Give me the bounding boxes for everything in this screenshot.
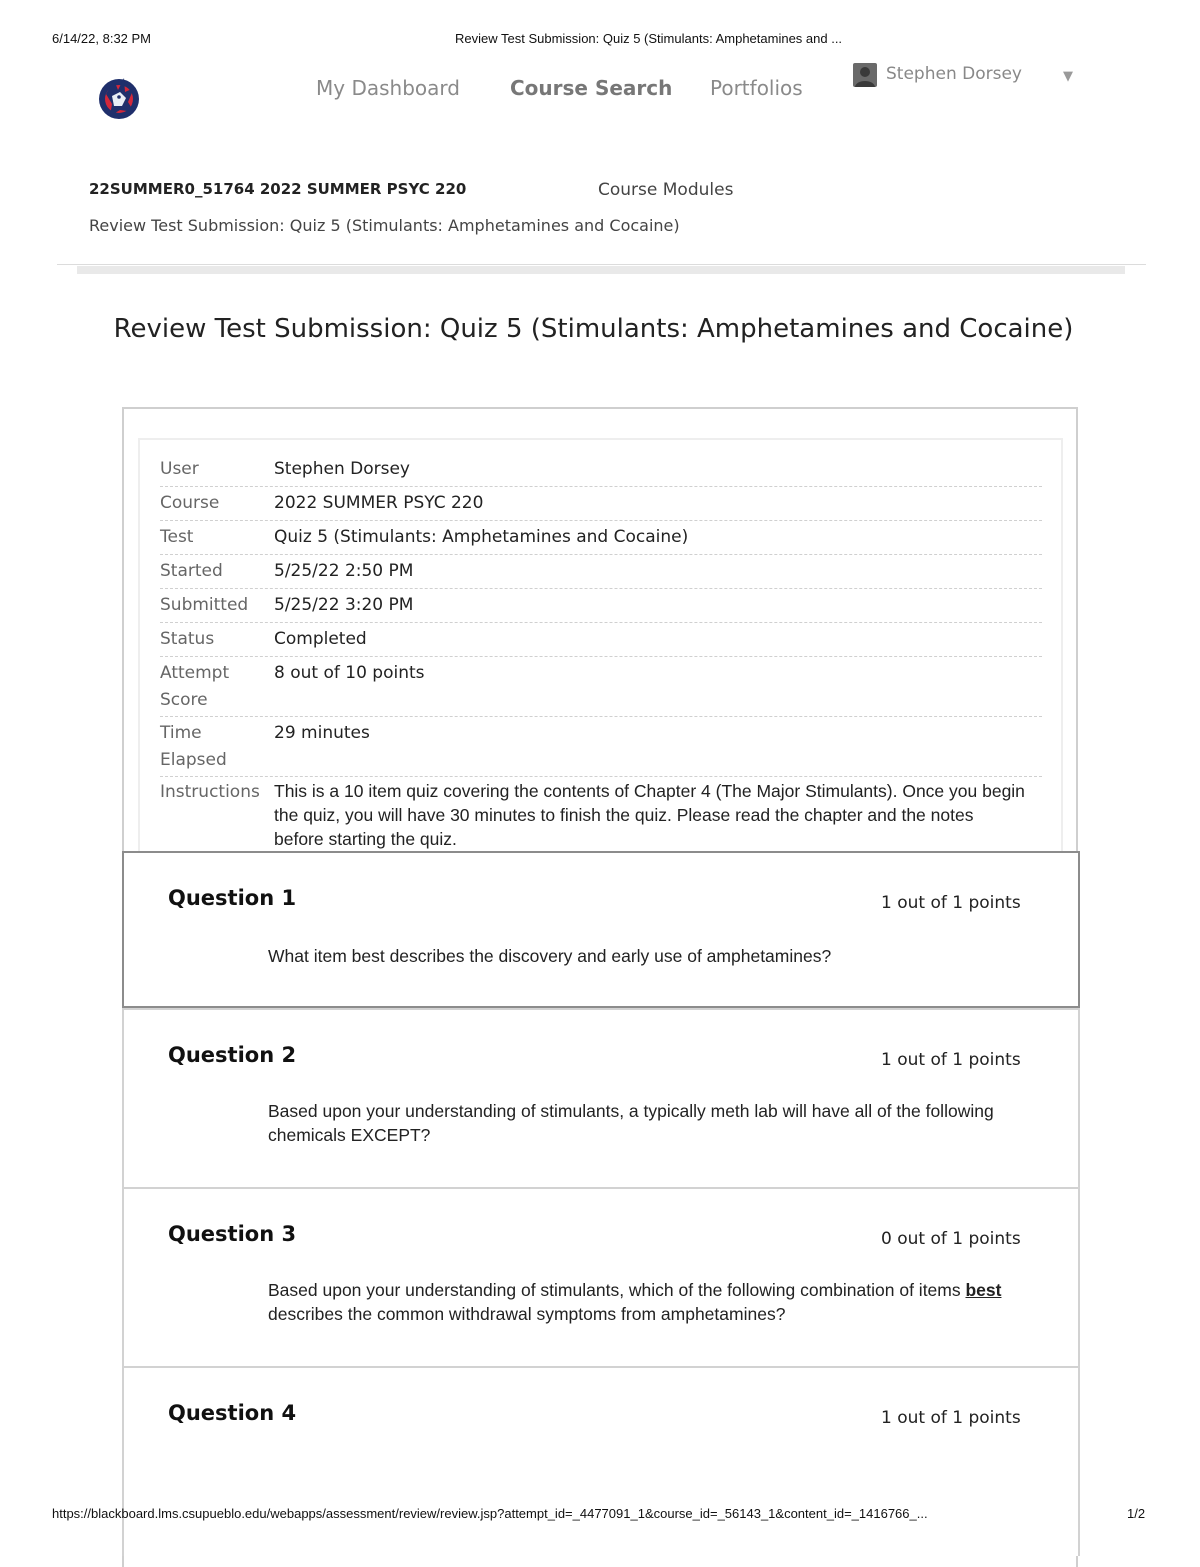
- print-page-title: Review Test Submission: Quiz 5 (Stimulants: Amphetamines and ...: [455, 31, 843, 46]
- summary-value-elapsed: 29 minutes: [274, 723, 370, 743]
- summary-row-attempt-score: [160, 660, 1042, 717]
- course-id[interactable]: 22SUMMER0_51764 2022 SUMMER PSYC 220: [89, 180, 467, 198]
- content-top-bar: [77, 266, 1125, 274]
- summary-label: Course: [160, 493, 220, 513]
- summary-value-score: 8 out of 10 points: [274, 663, 425, 683]
- course-modules-link[interactable]: Course Modules: [598, 180, 734, 200]
- user-avatar-icon[interactable]: [853, 63, 877, 87]
- summary-value-instructions: This is a 10 item quiz covering the contents of Chapter 4 (The Major Stimulants). Once you begin the quiz, you will have 30 minutes to finish the quiz. Please read the chapter and the notes before starting the quiz.: [274, 781, 1025, 849]
- nav-portfolios[interactable]: Portfolios: [710, 76, 803, 100]
- summary-row-test: [160, 524, 1042, 555]
- summary-row-instructions: [160, 779, 1042, 851]
- summary-row-status: [160, 626, 1042, 657]
- summary-value-test: Quiz 5 (Stimulants: Amphetamines and Cocaine): [274, 527, 689, 547]
- school-logo[interactable]: [94, 72, 144, 122]
- summary-value-user: Stephen Dorsey: [274, 459, 410, 479]
- header-divider: [57, 264, 1146, 265]
- summary-label: Test: [160, 527, 194, 547]
- summary-value-course: 2022 SUMMER PSYC 220: [274, 493, 484, 513]
- summary-label: Started: [160, 561, 223, 581]
- question-text-part: Based upon your understanding of stimulants, which of the following combination of items: [268, 1280, 966, 1300]
- summary-row-time-elapsed: [160, 720, 1042, 777]
- user-menu-chevron-down-icon[interactable]: ▼: [1063, 69, 1073, 84]
- summary-value-started: 5/25/22 2:50 PM: [274, 561, 414, 581]
- question-item: [122, 1187, 1080, 1367]
- question-title: Question 1: [168, 886, 297, 910]
- print-datetime: 6/14/22, 8:32 PM: [52, 31, 152, 46]
- thunderwolf-logo-icon: [94, 72, 144, 122]
- question-points: 1 out of 1 points: [881, 893, 1021, 913]
- print-footer-page: 1/2: [1127, 1506, 1146, 1521]
- summary-label: Attempt Score: [160, 663, 230, 710]
- question-text: Based upon your understanding of stimulants, a typically meth lab will have all of the following chemicals EXCEPT?: [268, 1101, 994, 1145]
- question-item: [122, 851, 1080, 1008]
- summary-value-status: Completed: [274, 629, 367, 649]
- question-title: Question 3: [168, 1222, 297, 1246]
- question-title: Question 4: [168, 1401, 297, 1425]
- question-item: [122, 1366, 1080, 1556]
- summary-row-user: [160, 456, 1042, 487]
- summary-value-submitted: 5/25/22 3:20 PM: [274, 595, 414, 615]
- question-points: 1 out of 1 points: [881, 1050, 1021, 1070]
- print-footer-url: https://blackboard.lms.csupueblo.edu/webapps/assessment/review/review.jsp?attempt_id=_4477091_1&course_id=_56143_1&content_id=_1416766_...: [52, 1506, 928, 1521]
- page-title: Review Test Submission: Quiz 5 (Stimulants: Amphetamines and Cocaine): [113, 314, 1074, 344]
- question-text-part: describes the common withdrawal symptoms from amphetamines?: [268, 1304, 786, 1324]
- summary-row-started: [160, 558, 1042, 589]
- summary-label: Submitted: [160, 595, 249, 615]
- summary-label: Instructions: [160, 782, 260, 802]
- question-item: [122, 1008, 1080, 1188]
- question-points: 1 out of 1 points: [881, 1408, 1021, 1428]
- question-points: 0 out of 1 points: [881, 1229, 1021, 1249]
- question-text: [268, 1278, 1038, 1326]
- nav-course-search[interactable]: Course Search: [510, 76, 673, 100]
- summary-label: User: [160, 459, 199, 479]
- summary-label: Status: [160, 629, 215, 649]
- nav-my-dashboard[interactable]: My Dashboard: [316, 76, 460, 100]
- summary-label: Time Elapsed: [160, 723, 227, 770]
- question-text-emphasis: best: [965, 1280, 1002, 1300]
- question-text: What item best describes the discovery and early use of amphetamines?: [268, 946, 832, 966]
- user-name[interactable]: Stephen Dorsey: [886, 64, 1022, 84]
- summary-row-course: [160, 490, 1042, 521]
- breadcrumb: Review Test Submission: Quiz 5 (Stimulants: Amphetamines and Cocaine): [89, 216, 680, 235]
- question-title: Question 2: [168, 1043, 297, 1067]
- summary-row-submitted: [160, 592, 1042, 623]
